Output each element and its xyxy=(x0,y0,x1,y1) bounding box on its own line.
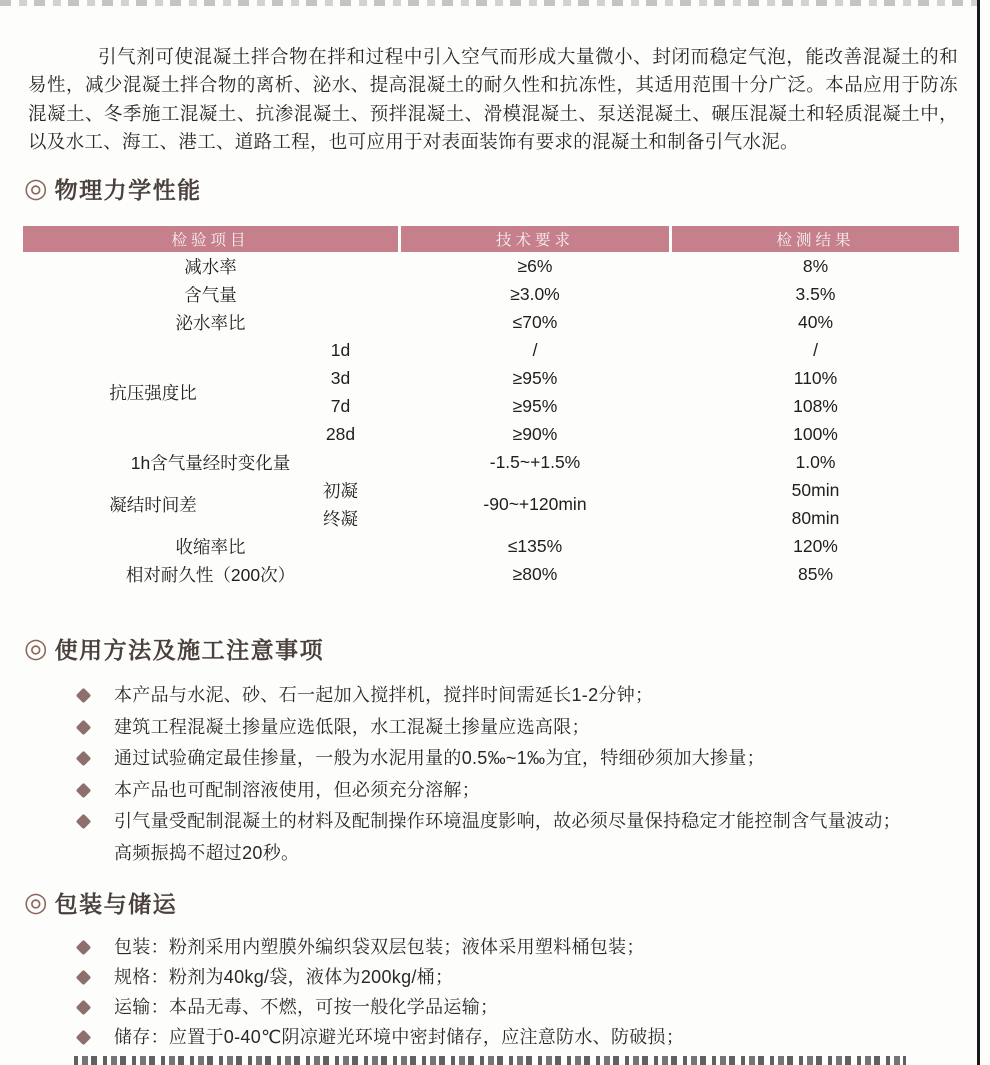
table-cell-item: 含气量 xyxy=(184,284,237,305)
table-cell-result: 1.0% xyxy=(795,451,836,472)
table-cell-req: ≥80% xyxy=(512,563,558,584)
table-subcell-result: 100% xyxy=(793,423,838,444)
table-subcell-age: 3d xyxy=(330,367,351,388)
table-cell-item: 1h含气量经时变化量 xyxy=(130,452,291,473)
section-heading-physical xyxy=(24,172,202,205)
list-item-text: 引气量受配制混凝土的材料及配制操作环境温度影响，故必须尽量保持稳定才能控制含气量波动； xyxy=(114,811,901,831)
table-subcell-req: ≥90% xyxy=(512,423,558,444)
double-circle-icon: ◎ xyxy=(24,173,48,203)
table-cell-req: ≤135% xyxy=(507,535,563,556)
list-item-text: 规格：粉剂为40kg/袋，液体为200kg/桶； xyxy=(114,967,454,987)
intro-paragraph: 引气剂可使混凝土拌合物在拌和过程中引入空气而形成大量微小、封闭而稳定气泡，能改善混凝土的和易性，减少混凝土拌合物的离析、泌水、提高混凝土的耐久性和抗冻性，其适用范围十分广泛。本品应用于防冻混凝土、冬季施工混凝土、抗渗混凝土、预拌混凝土、滑模混凝土、泵送混凝土、碾压混凝土和轻质混凝土中，以及水工、海工、港工、道路工程，也可应用于对表面装饰有要求的混凝土和制备引气水泥。 xyxy=(28,45,958,152)
table-subcell-req: ≥95% xyxy=(512,367,558,388)
list-item-text: 建筑工程混凝土掺量应选低限，水工混凝土掺量应选高限； xyxy=(114,716,590,737)
table-cell-result: 3.5% xyxy=(795,283,836,304)
table-subcell-req: ≥95% xyxy=(512,395,558,416)
table-cell-item: 减水率 xyxy=(184,256,237,277)
table-subcell-age: 7d xyxy=(330,395,351,416)
section-heading-packaging xyxy=(24,886,177,919)
table-cell-req: -1.5~+1.5% xyxy=(489,451,581,472)
table-row-compressive-group xyxy=(23,336,959,448)
list-item-text: 通过试验确定最佳掺量，一般为水泥用量的0.5‰~1‰为宜，特细砂须加大掺量； xyxy=(114,748,765,768)
section-title-usage: 使用方法及施工注意事项 xyxy=(54,637,325,663)
table-row xyxy=(23,560,959,588)
diamond-bullet-icon xyxy=(76,940,92,956)
table-header-row xyxy=(23,226,959,252)
table-cell-item: 相对耐久性（200次） xyxy=(125,564,296,585)
list-item-continuation: 高频振捣不超过20秒。 xyxy=(114,842,300,863)
table-cell-compressive xyxy=(23,336,398,448)
list-item xyxy=(76,992,942,1022)
table-row-setting-group xyxy=(23,476,959,532)
list-item-text: 本产品与水泥、砂、石一起加入搅拌机，搅拌时间需延长1-2分钟； xyxy=(114,685,654,705)
table-header-cell-req: 技术要求 xyxy=(401,226,669,252)
list-item xyxy=(76,806,942,838)
diamond-bullet-icon xyxy=(76,814,92,830)
bottom-cutoff-text-band xyxy=(74,1056,906,1065)
diamond-bullet-icon xyxy=(76,1030,92,1046)
double-circle-icon: ◎ xyxy=(24,887,48,917)
list-item xyxy=(76,712,942,744)
usage-bullet-list xyxy=(76,680,942,869)
list-item xyxy=(76,743,942,775)
diamond-bullet-icon xyxy=(76,719,92,735)
table-subitems-stages xyxy=(283,476,398,532)
table-cell-req: ≥3.0% xyxy=(510,283,560,304)
diamond-bullet-icon xyxy=(76,1000,92,1016)
table-row xyxy=(23,280,959,308)
table-header-cell-result: 检测结果 xyxy=(672,226,959,252)
table-row xyxy=(23,532,959,560)
top-cutoff-text-band xyxy=(0,0,977,6)
section-title-packaging: 包装与储运 xyxy=(54,891,178,917)
table-cell-req: ≥6% xyxy=(517,255,553,276)
diamond-bullet-icon xyxy=(76,751,92,767)
table-subcell-stage: 终凝 xyxy=(323,508,358,529)
list-item xyxy=(76,1022,942,1052)
table-subcell-age: 28d xyxy=(325,423,356,444)
list-item-text: 包装：粉剂采用内塑膜外编织袋双层包装；液体采用塑料桶包装； xyxy=(114,937,645,957)
performance-table xyxy=(23,226,959,588)
packaging-bullet-list xyxy=(76,932,942,1052)
table-cell-result-group xyxy=(672,476,959,532)
table-subcell-age: 1d xyxy=(330,339,351,360)
table-subcell-result: 108% xyxy=(793,395,838,416)
list-item-text: 储存：应置于0-40℃阴凉避光环境中密封储存，应注意防水、防破损； xyxy=(114,1027,685,1047)
scan-edge-line xyxy=(977,0,980,1065)
table-subcell-req: / xyxy=(532,339,538,360)
table-cell-item: 泌水率比 xyxy=(175,312,246,333)
table-subcell-result: 80min xyxy=(791,507,840,528)
table-row xyxy=(23,252,959,280)
table-row xyxy=(23,308,959,336)
list-item xyxy=(76,775,942,807)
table-cell-req: ≤70% xyxy=(512,311,558,332)
table-cell-setting xyxy=(23,476,398,532)
list-item xyxy=(76,680,942,712)
section-title-physical: 物理力学性能 xyxy=(54,177,202,203)
diamond-bullet-icon xyxy=(76,970,92,986)
table-cell-result: 120% xyxy=(793,535,838,556)
table-header-cell-item: 检验项目 xyxy=(23,226,398,252)
table-subcell-result: 50min xyxy=(791,479,840,500)
list-item-text: 本产品也可配制溶液使用，但必须充分溶解； xyxy=(114,779,480,800)
table-cell-req-merged: -90~+120min xyxy=(483,493,587,514)
table-cell-req-group xyxy=(401,336,669,448)
table-subcell-result: / xyxy=(813,339,818,360)
diamond-bullet-icon xyxy=(76,782,92,798)
table-cell-result: 8% xyxy=(802,255,829,276)
table-cell-result: 40% xyxy=(797,311,834,332)
table-group-label-setting: 凝结时间差 xyxy=(109,494,197,515)
table-group-label-compressive: 抗压强度比 xyxy=(109,382,197,403)
table-subcell-stage: 初凝 xyxy=(323,480,358,501)
list-item-text: 运输：本品无毒、不燃，可按一般化学品运输； xyxy=(114,997,499,1017)
double-circle-icon: ◎ xyxy=(24,633,48,663)
table-cell-result: 85% xyxy=(797,563,834,584)
table-row xyxy=(23,448,959,476)
table-cell-item: 收缩率比 xyxy=(175,536,246,557)
table-subcell-result: 110% xyxy=(793,367,838,388)
diamond-bullet-icon xyxy=(76,688,92,704)
list-item xyxy=(76,932,942,962)
list-item xyxy=(76,962,942,992)
section-heading-usage xyxy=(24,632,324,665)
table-subitems-ages xyxy=(283,336,398,448)
table-cell-result-group xyxy=(672,336,959,448)
